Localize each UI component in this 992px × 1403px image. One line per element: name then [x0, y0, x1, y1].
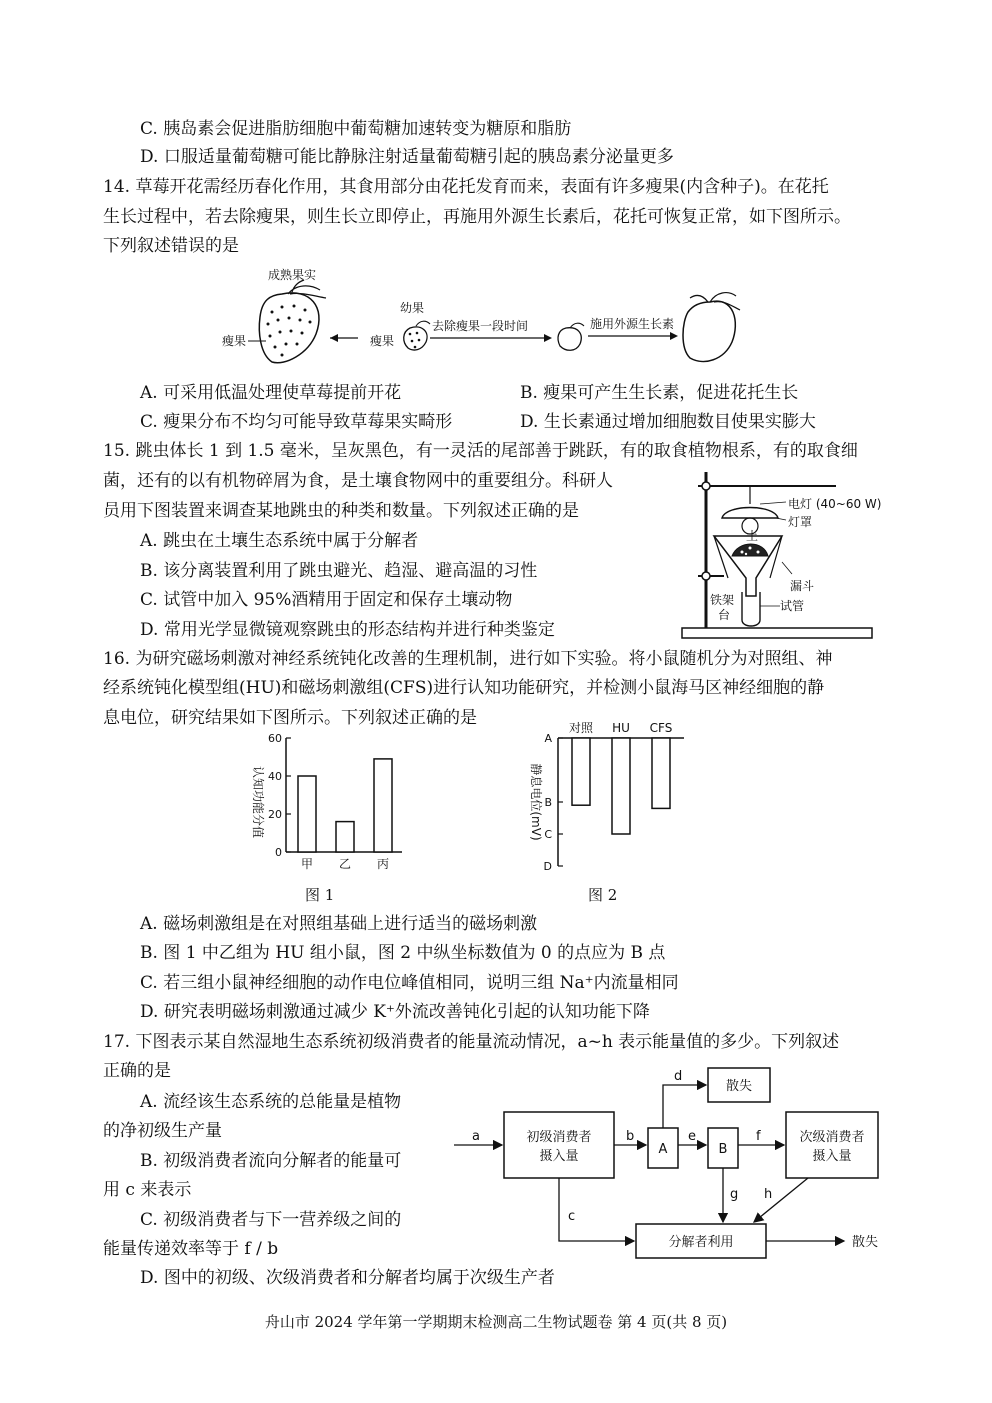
fig1-y-tick-label: 0 — [275, 846, 282, 859]
q16-stem-line3: 息电位，研究结果如下图所示。下列叙述正确的是 — [103, 708, 477, 728]
q17-option-b-line1: B. 初级消费者流向分解者的能量可 — [140, 1151, 402, 1171]
fig2-y-tick-label: B — [544, 796, 552, 809]
label-d: d — [674, 1069, 683, 1084]
q15-stem-line1: 15. 跳虫体长 1 到 1.5 毫米，呈灰黑色，有一灵活的尾部善于跳跃，有的取食植物根系，有的取食细 — [103, 441, 858, 461]
q14-option-d: D. 生长素通过增加细胞数目使果实膨大 — [520, 412, 816, 432]
figure-2-caption: 图 2 — [588, 886, 618, 904]
label-iron-stand-1: 铁架 — [710, 593, 735, 607]
label-iron-stand-2: 台 — [718, 608, 731, 622]
label-test-tube: 试管 — [780, 599, 805, 613]
label-apply-auxin: 施用外源生长素 — [590, 317, 675, 331]
q17-option-c-line2: 能量传递效率等于 f / b — [103, 1239, 279, 1259]
q17-option-a-line2: 的净初级生产量 — [103, 1121, 222, 1141]
q17-option-d: D. 图中的初级、次级消费者和分解者均属于次级生产者 — [140, 1268, 555, 1288]
q14-option-b: B. 瘦果可产生生长素，促进花托生长 — [520, 383, 799, 403]
berlese-funnel-figure — [676, 466, 906, 644]
label-a: a — [472, 1129, 480, 1144]
energy-flow-diagram — [448, 1060, 888, 1260]
q14-stem-line3: 下列叙述错误的是 — [103, 236, 239, 256]
fig2-y-tick-label: D — [543, 860, 552, 873]
label-g: g — [730, 1187, 739, 1202]
label-funnel: 漏斗 — [790, 579, 815, 593]
q17-option-a-line1: A. 流经该生态系统的总能量是植物 — [140, 1092, 402, 1112]
label-loss: 散失 — [725, 1079, 753, 1094]
q17-stem-line1: 17. 下图表示某自然湿地生态系统初级消费者的能量流动情况，a~h 表示能量值的多少。下列叙述 — [103, 1032, 840, 1052]
figure-1-caption: 图 1 — [305, 886, 335, 904]
q16-option-a: A. 磁场刺激组是在对照组基础上进行适当的磁场刺激 — [140, 914, 538, 934]
label-mature-fruit: 成熟果实 — [268, 268, 317, 282]
fig1-y-tick-label: 60 — [268, 732, 282, 745]
label-young-fruit: 幼果 — [400, 301, 425, 315]
label-secondary-intake-1: 次级消费者 — [799, 1130, 865, 1145]
label-e: e — [688, 1129, 696, 1144]
q17-option-b-line2: 用 c 来表示 — [103, 1180, 192, 1200]
q17-stem-line2: 正确的是 — [103, 1061, 171, 1081]
label-primary-intake-1: 初级消费者 — [526, 1130, 592, 1145]
q13-option-c: C. 胰岛素会促进脂肪细胞中葡萄糖加速转变为糖原和脂肪 — [140, 119, 572, 139]
fig1-y-tick-label: 20 — [268, 808, 282, 821]
q15-stem-line3: 员用下图装置来调查某地跳虫的种类和数量。下列叙述正确的是 — [103, 501, 579, 521]
fig1-category-label: 乙 — [338, 857, 352, 871]
fig2-category-label: HU — [612, 721, 630, 735]
fig1-y-tick-label: 40 — [268, 770, 282, 783]
label-secondary-intake-2: 摄入量 — [812, 1149, 852, 1164]
box-primary-intake — [504, 1112, 614, 1178]
label-lamp: 电灯 (40~60 W) — [788, 497, 882, 511]
q16-option-b: B. 图 1 中乙组为 HU 组小鼠，图 2 中纵坐标数值为 0 的点应为 B 点 — [140, 943, 666, 963]
fig2-bar — [612, 738, 630, 834]
label-loss-2: 散失 — [852, 1235, 879, 1250]
fig1-y-axis-label: 认知功能分值 — [251, 765, 265, 839]
fig2-y-tick-label: C — [544, 828, 552, 841]
fig2-y-tick-label: A — [544, 732, 552, 745]
fig2-y-axis-label: 静息电位(mV) — [529, 763, 543, 841]
strawberry-figure — [210, 262, 770, 377]
q13-option-d: D. 口服适量葡萄糖可能比静脉注射适量葡萄糖引起的胰岛素分泌量更多 — [140, 147, 674, 167]
fig2-category-label: CFS — [649, 721, 673, 735]
label-b: b — [626, 1129, 635, 1144]
q15-option-a: A. 跳虫在土壤生态系统中属于分解者 — [140, 531, 419, 551]
q16-stem-line2: 经系统钝化模型组(HU)和磁场刺激组(CFS)进行认知功能研究，并检测小鼠海马区神经细胞的静 — [103, 678, 825, 698]
q14-stem-line1: 14. 草莓开花需经历春化作用，其食用部分由花托发育而来，表面有许多瘦果(内含种子)。在花托 — [103, 177, 829, 197]
label-h: h — [764, 1187, 773, 1202]
label-soil: 土 — [746, 529, 759, 543]
fig2-category-label: 对照 — [568, 721, 594, 735]
fig1-bar — [374, 759, 392, 852]
box-secondary-intake — [786, 1112, 878, 1178]
fig1-bar — [298, 776, 316, 852]
q17-option-c-line1: C. 初级消费者与下一营养级之间的 — [140, 1210, 402, 1230]
q14-stem-line2: 生长过程中，若去除瘦果，则生长立即停止，再施用外源生长素后，花托可恢复正常，如下图所示。 — [103, 207, 851, 227]
q15-option-d: D. 常用光学显微镜观察跳虫的形态结构并进行种类鉴定 — [140, 620, 555, 640]
label-achene-left: 瘦果 — [222, 334, 247, 348]
q16-option-d: D. 研究表明磁场刺激通过减少 K⁺外流改善钝化引起的认知功能下降 — [140, 1002, 650, 1022]
q15-stem-line2: 菌，还有的以有机物碎屑为食，是土壤食物网中的重要组分。科研人 — [103, 471, 613, 491]
q15-option-c: C. 试管中加入 95%酒精用于固定和保存土壤动物 — [140, 590, 513, 610]
fig1-bar — [336, 822, 354, 852]
label-c: c — [568, 1209, 576, 1224]
q16-option-c: C. 若三组小鼠神经细胞的动作电位峰值相同，说明三组 Na⁺内流量相同 — [140, 973, 679, 993]
q14-option-a: A. 可采用低温处理使草莓提前开花 — [140, 383, 402, 403]
q15-option-b: B. 该分离装置利用了跳虫避光、趋湿、避高温的习性 — [140, 561, 538, 581]
label-box-a: A — [658, 1142, 668, 1157]
q14-option-c: C. 瘦果分布不均匀可能导致草莓果实畸形 — [140, 412, 453, 432]
label-f: f — [756, 1129, 761, 1144]
label-achene-right: 瘦果 — [370, 334, 395, 348]
label-shade: 灯罩 — [788, 515, 813, 529]
label-remove-achene: 去除瘦果一段时间 — [432, 319, 529, 333]
label-box-b: B — [718, 1142, 728, 1157]
fig2-bar — [652, 738, 670, 808]
fig1-category-label: 丙 — [376, 857, 390, 871]
q16-stem-line1: 16. 为研究磁场刺激对神经系统钝化改善的生理机制，进行如下实验。将小鼠随机分为对照组、神 — [103, 649, 833, 669]
figure-1-bar-chart — [240, 732, 410, 874]
fig1-category-label: 甲 — [300, 857, 314, 871]
page-footer: 舟山市 2024 学年第一学期期末检测高二生物试题卷 第 4 页(共 8 页) — [264, 1313, 728, 1331]
figure-2-bar-chart — [500, 718, 700, 874]
label-primary-intake-2: 摄入量 — [539, 1149, 579, 1164]
label-decomposer: 分解者利用 — [668, 1235, 734, 1250]
fig2-bar — [572, 738, 590, 805]
